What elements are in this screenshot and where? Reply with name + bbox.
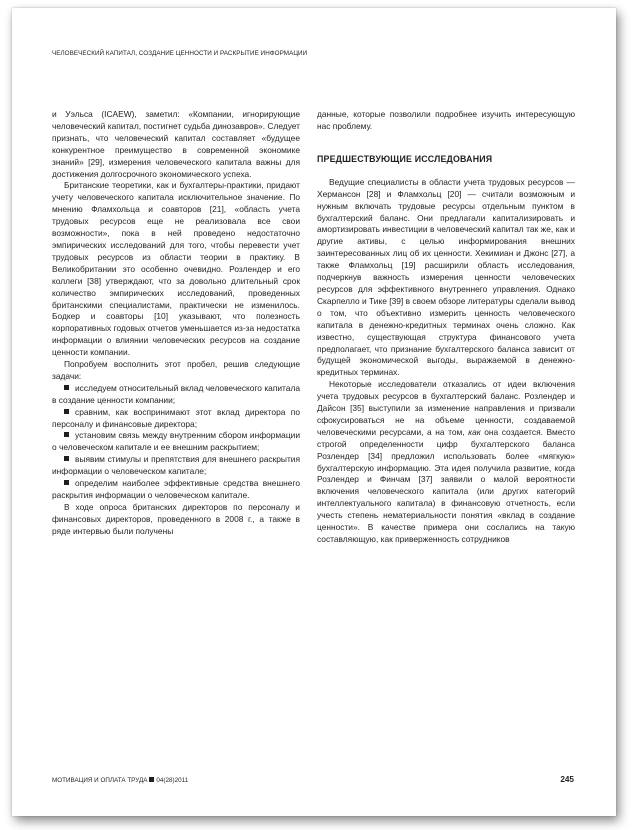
paragraph: Британские теоретики, как и бухгалтеры-практики, придают учету человеческого капитала исключительное значение. По мнению Фламхольца и соавторов [21], «область учета трудовых ресурсов еще не реализовала все свои возможности», пока в ней проведено недостаточно эмпирических исследований для того, чтобы перевести учет трудовых ресурсов из области теории в практику. В Великобритании это особенно очевидно. Розлендер и его коллеги [38] утверждают, что за довольно длительный срок количество эмпирических исследований, проведенных британскими специалистами, практически не изменилось. Бодкер и соавторы [10] указывают, что полезность корпоративных годовых отчетов уменьшается из-за недостатка информации о влиянии человеческих ресурсов на создание ценности компании. xyxy=(52,180,300,358)
list-item-text: сравним, как воспринимают этот вклад директора по персоналу и финансовые директора; xyxy=(52,406,300,429)
square-separator-icon xyxy=(149,777,154,782)
paragraph: В ходе опроса британских директоров по персоналу и финансовых директоров, проведенного в 2008 г., а также в ряде интервью были получены xyxy=(52,501,300,536)
paragraph xyxy=(317,379,575,546)
paragraph: Ведущие специалисты в области учета трудовых ресурсов — Хермансон [28] и Фламхольц [20] — считали возможным и нужным включать трудовые ресурсы отдельным пунктом в бухгалтерский баланс. Они предлагали капитализировать и амортизировать инвестиции в человеческий капитал так же, как и другие активы, с целью информирования внешних заинтересованных лиц об их ценности. Хекимиан и Джонс [27], а также Фламхольц [19] расширили область исследования, подчеркнув важность измерения ценности человеческих ресурсов для эффективного внутреннего управления. Однако Скарпелло и Тике [39] в своем обзоре литературы сделали вывод о том, что объективно измерить ценность человеческого капитала в денежно-кредитных терминах очень сложно. Как известно, существующая структура финансового учета предполагает, что признание бухгалтерского баланса зависит от будущей экономической выгоды, выражаемой в денежно-кредитных терминах. xyxy=(317,176,575,378)
list-item xyxy=(52,430,300,454)
list-item xyxy=(52,454,300,478)
journal-issue: 04(28)2011 xyxy=(156,777,189,784)
paragraph-text: она создается. Вместо строгой определенности цифр бухгалтерского баланса Розлендер [34] предложил использовать более «мягкую» бухгалтерскую информацию. Эта идея получила развитие, когда Розлендер и Финчам [37] заявили о малой вероятности включения человеческого капитала (или других категорий интеллектуального капитала) в финансовую отчетность, если учесть степень нематериальности понятия «вклад в создание ценности». В качестве примера они сослались на такую составляющую, как приверженность сотрудников xyxy=(317,426,575,544)
square-bullet-icon xyxy=(64,456,69,461)
list-item-text: выявим стимулы и препятствия для внешнего раскрытия информации о человеческом капитале; xyxy=(52,454,300,477)
running-head: ЧЕЛОВЕЧЕСКИЙ КАПИТАЛ, СОЗДАНИЕ ЦЕННОСТИ И РАСКРЫТИЕ ИНФОРМАЦИИ xyxy=(52,50,308,57)
section-heading: ПРЕДШЕСТВУЮЩИЕ ИССЛЕДОВАНИЯ xyxy=(317,153,493,164)
footer-journal xyxy=(52,777,188,784)
square-bullet-icon xyxy=(64,409,69,414)
emphasis-text: как xyxy=(468,426,481,437)
square-bullet-icon xyxy=(64,480,69,485)
paragraph: и Уэльса (ICAEW), заметил: «Компании, игнорирующие человеческий капитал, постигнет судьба динозавров». Следует признать, что человеческий капитал составляет «будущее конкурентное преимущество в современной экономике знаний» [29], измерения человеческого капитала важны для достижения долгосрочного экономического успеха. xyxy=(52,109,300,179)
list-item-text: исследуем относительный вклад человеческого капитала в создание ценности компании; xyxy=(52,382,300,405)
list-item xyxy=(52,383,300,407)
square-bullet-icon xyxy=(64,432,69,437)
list-item xyxy=(52,478,300,502)
list-item xyxy=(52,407,300,431)
paragraph: Попробуем восполнить этот пробел, решив следующие задачи: xyxy=(52,359,300,381)
right-column xyxy=(317,109,575,546)
paragraph-text: Некоторые исследователи отказались от идеи включения учета трудовых ресурсов в бухгалтерский баланс. Розлендер и Дайсон [35] выступили за изменение направления и призвали сфокусироваться не на объеме ценности, создаваемой человеческими ресурсами, а на том, xyxy=(317,379,575,437)
document-page xyxy=(12,8,616,816)
paragraph: данные, которые позволили подробнее изучить интересующую нас проблему. xyxy=(317,109,575,131)
page-number: 245 xyxy=(560,775,574,784)
left-column xyxy=(52,109,300,538)
journal-title: МОТИВАЦИЯ И ОПЛАТА ТРУДА xyxy=(52,777,148,784)
list-item-text: определим наиболее эффективные средства внешнего раскрытия информации о человеческом капитале. xyxy=(52,478,300,500)
list-item-text: установим связь между внутренним сбором информации о человеческом капитале и ее внешним раскрытием; xyxy=(52,430,300,453)
square-bullet-icon xyxy=(64,385,69,390)
